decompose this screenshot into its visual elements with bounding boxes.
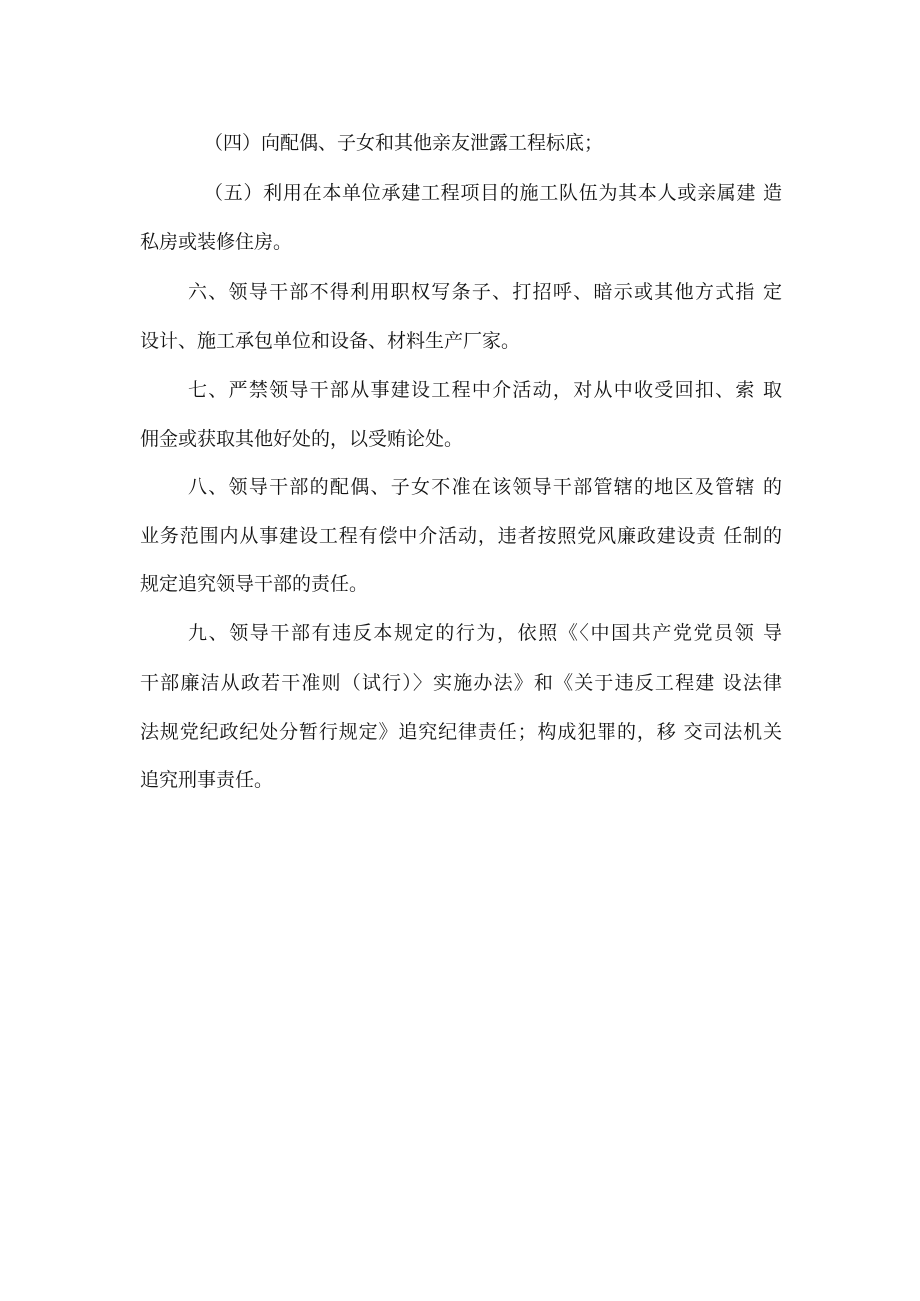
paragraph-line: 六、领导干部不得利用职权写条子、打招呼、暗示或其他方式指 定 [188,281,782,303]
paragraph-line: 追究刑事责任。 [140,769,274,791]
paragraph-line: （四）向配偶、子女和其他亲友泄露工程标底； [204,132,604,154]
paragraph-line: 佣金或获取其他好处的，以受贿论处。 [140,428,464,450]
paragraph-line: （五）利用在本单位承建工程项目的施工队伍为其本人或亲属建 造 [204,182,782,204]
paragraph-line: 私房或装修住房。 [140,231,293,253]
paragraph-line: 八、领导干部的配偶、子女不准在该领导干部管辖的地区及管辖 的 [188,476,782,498]
paragraph-line: 设计、施工承包单位和设备、材料生产厂家。 [140,330,521,352]
paragraph-line: 规定追究领导干部的责任。 [140,573,369,595]
paragraph-line: 七、严禁领导干部从事建设工程中介活动，对从中收受回扣、索 取 [188,379,782,401]
paragraph-line: 九、领导干部有违反本规定的行为，依照《〈中国共产党党员领 导 [188,622,782,644]
paragraph-line: 干部廉洁从政若干准则（试行）〉实施办法》和《关于违反工程建 设法律 [140,672,782,694]
paragraph-line: 法规党纪政纪处分暂行规定》追究纪律责任；构成犯罪的，移 交司法机关 [140,721,782,743]
paragraph-line: 业务范围内从事建设工程有偿中介活动，违者按照党风廉政建设责 任制的 [140,525,782,547]
